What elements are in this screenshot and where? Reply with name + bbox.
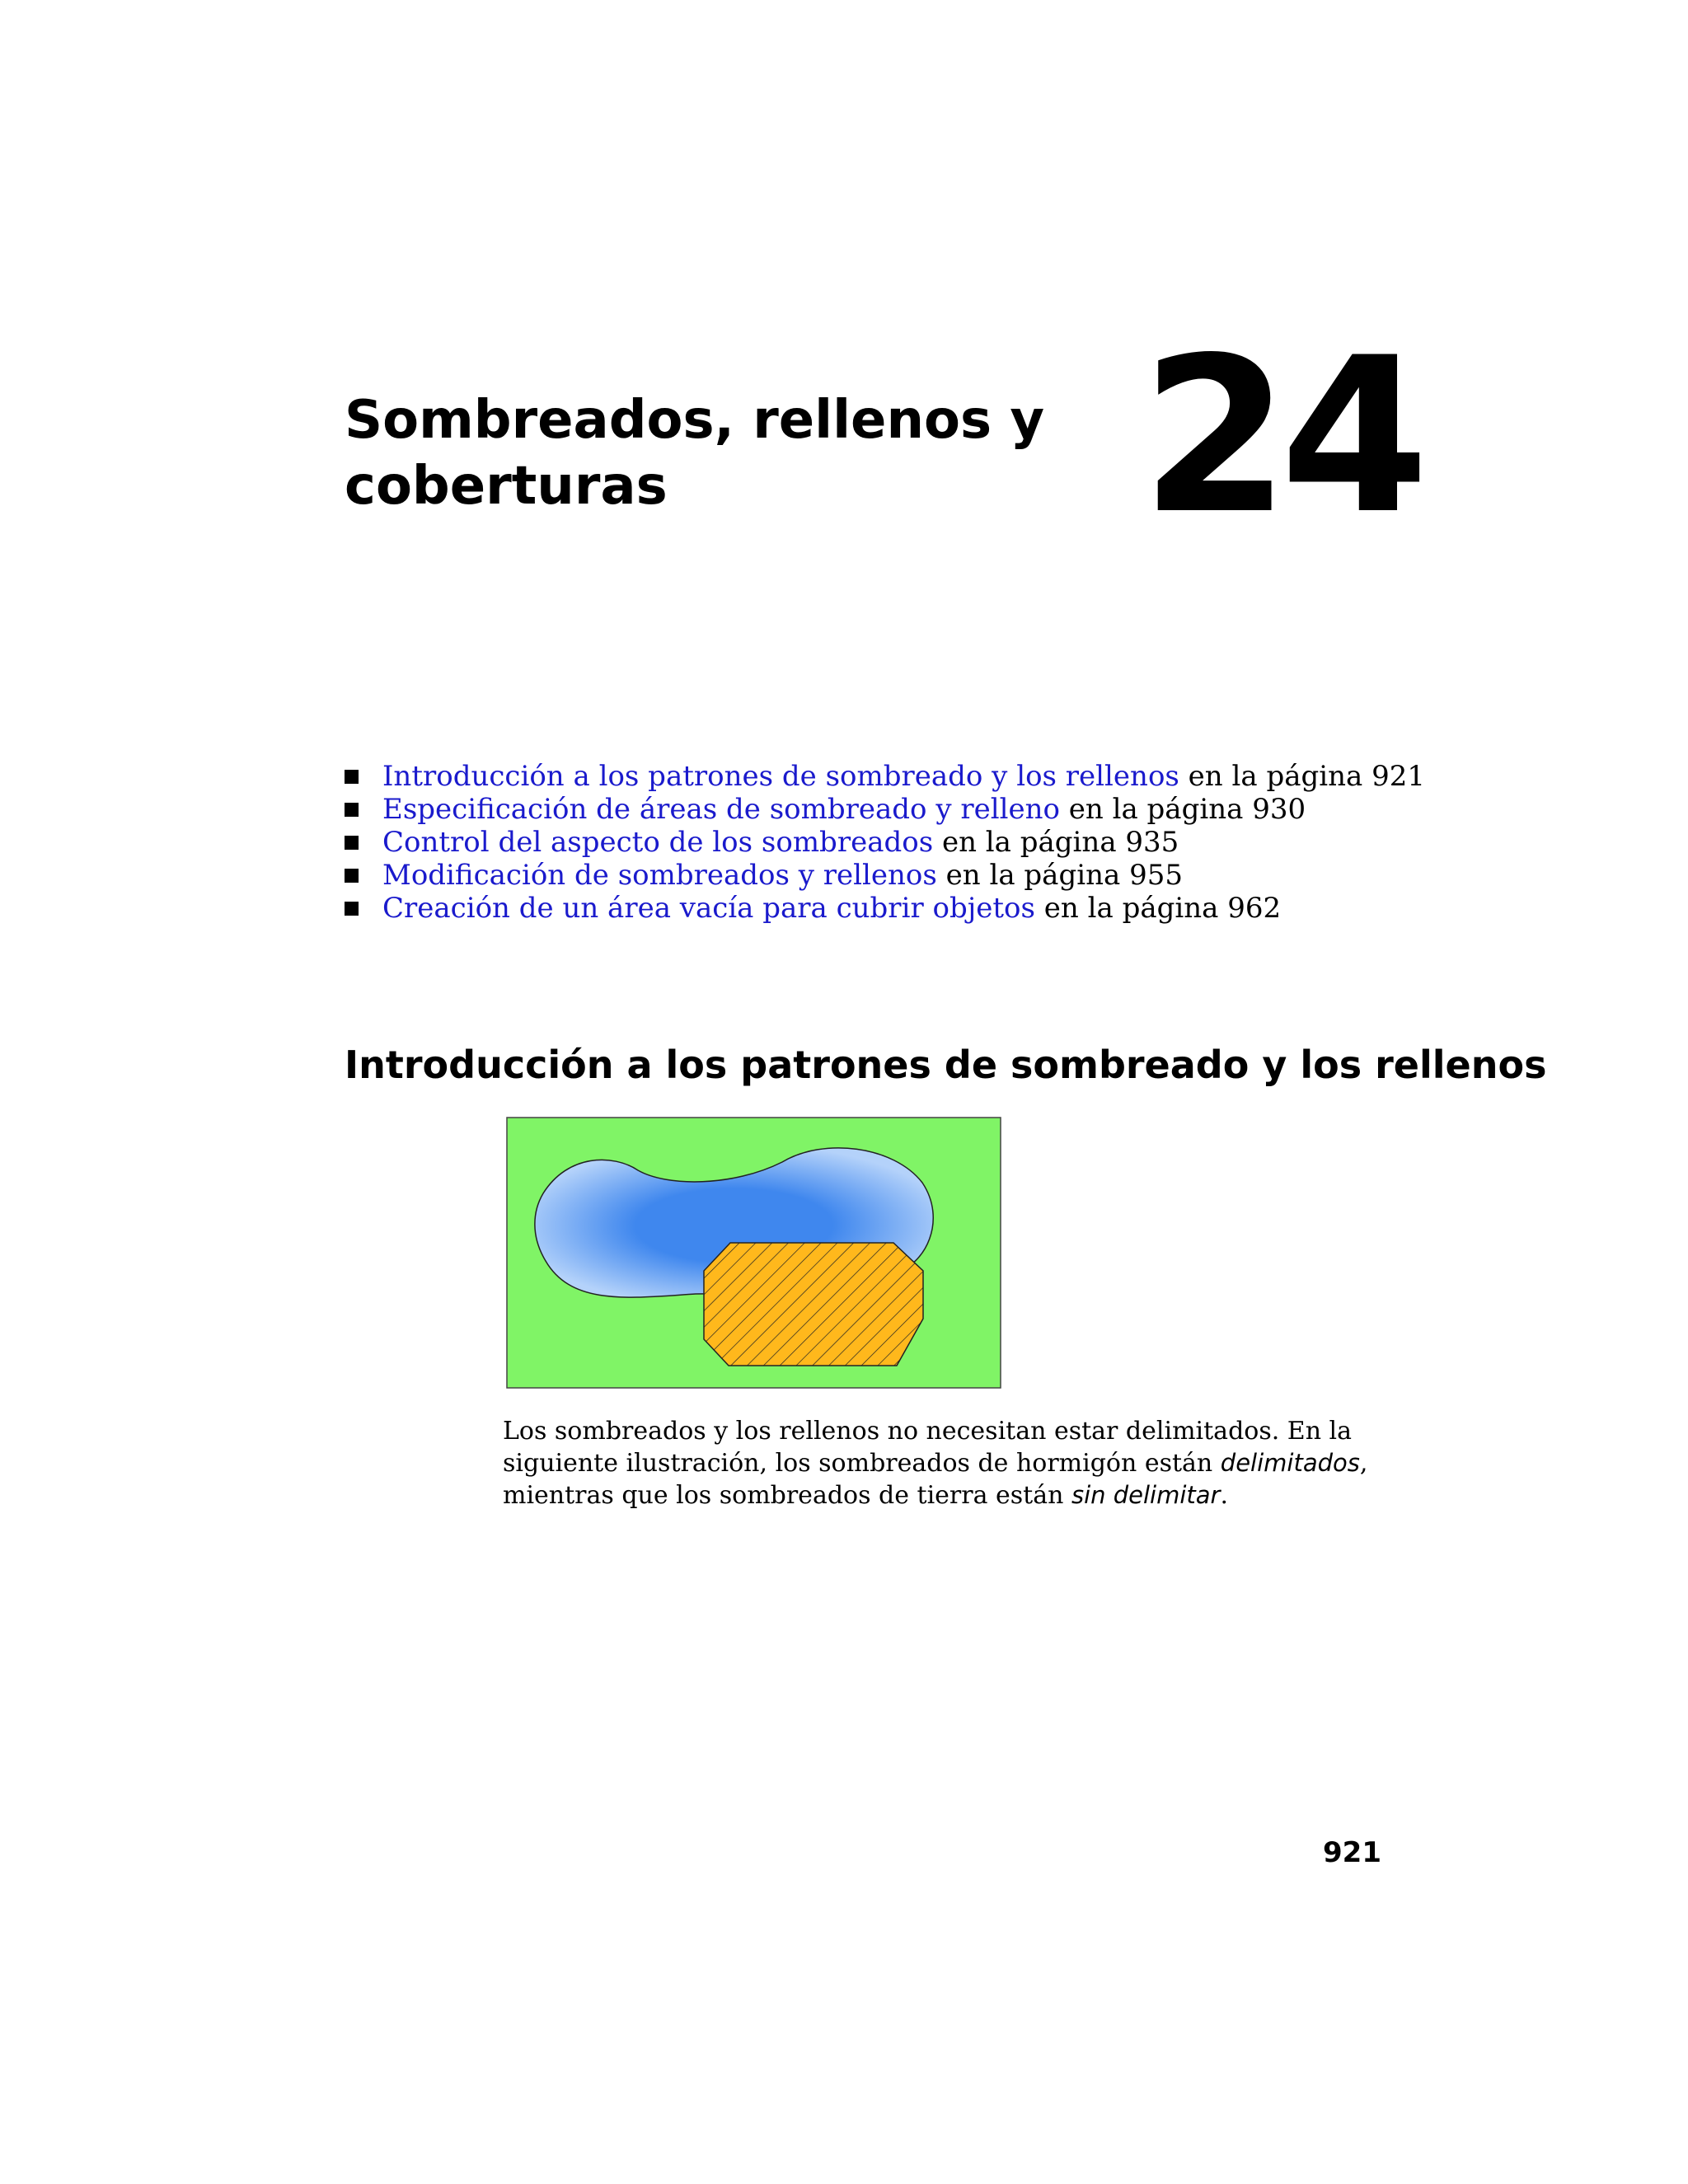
toc-page-ref: en la página 962 bbox=[1034, 892, 1282, 925]
body-text-part: , mientras que los sombreados de tierra están bbox=[503, 1449, 1368, 1510]
toc-item bbox=[345, 859, 1425, 892]
toc-page-ref: en la página 930 bbox=[1059, 793, 1306, 826]
toc-page-ref: en la página 955 bbox=[936, 859, 1183, 892]
toc-item bbox=[345, 892, 1425, 925]
square-bullet-icon bbox=[345, 902, 359, 916]
toc-page-ref: en la página 921 bbox=[1179, 760, 1425, 793]
toc-link-especificacion[interactable]: Especificación de áreas de sombreado y relleno bbox=[382, 793, 1060, 826]
square-bullet-icon bbox=[345, 869, 359, 883]
toc-item bbox=[345, 826, 1425, 859]
toc-page-ref: en la página 935 bbox=[933, 826, 1179, 859]
toc-link-control[interactable]: Control del aspecto de los sombreados bbox=[382, 826, 934, 859]
hatched-concrete-area bbox=[704, 1243, 923, 1366]
toc-link-creacion[interactable]: Creación de un área vacía para cubrir objetos bbox=[382, 892, 1035, 925]
body-paragraph bbox=[503, 1416, 1409, 1511]
square-bullet-icon bbox=[345, 803, 359, 817]
toc-item bbox=[345, 793, 1425, 826]
page-number: 921 bbox=[1323, 1836, 1381, 1869]
toc-item bbox=[345, 760, 1425, 793]
body-text-part: . bbox=[1220, 1481, 1229, 1510]
square-bullet-icon bbox=[345, 836, 359, 850]
square-bullet-icon bbox=[345, 770, 359, 784]
body-emphasis: sin delimitar bbox=[1071, 1481, 1221, 1509]
body-text-part: Los sombreados y los rellenos no necesitan estar delimitados. En la siguiente ilustración, los sombreados de hormigón están bbox=[503, 1417, 1353, 1478]
section-heading: Introducción a los patrones de sombreado y los rellenos bbox=[345, 1043, 1547, 1087]
chapter-title bbox=[345, 387, 1086, 519]
toc-link-modificacion[interactable]: Modificación de sombreados y rellenos bbox=[382, 859, 937, 892]
body-emphasis: delimitados bbox=[1220, 1449, 1360, 1477]
chapter-number: 24 bbox=[1141, 312, 1419, 561]
chapter-toc bbox=[345, 760, 1425, 925]
toc-link-introduccion[interactable]: Introducción a los patrones de sombreado y los rellenos bbox=[382, 760, 1179, 793]
hatch-fill-illustration bbox=[506, 1117, 1001, 1389]
chapter-title-line-1: Sombreados, rellenos y bbox=[345, 390, 1045, 451]
chapter-title-line-2: coberturas bbox=[345, 456, 668, 517]
